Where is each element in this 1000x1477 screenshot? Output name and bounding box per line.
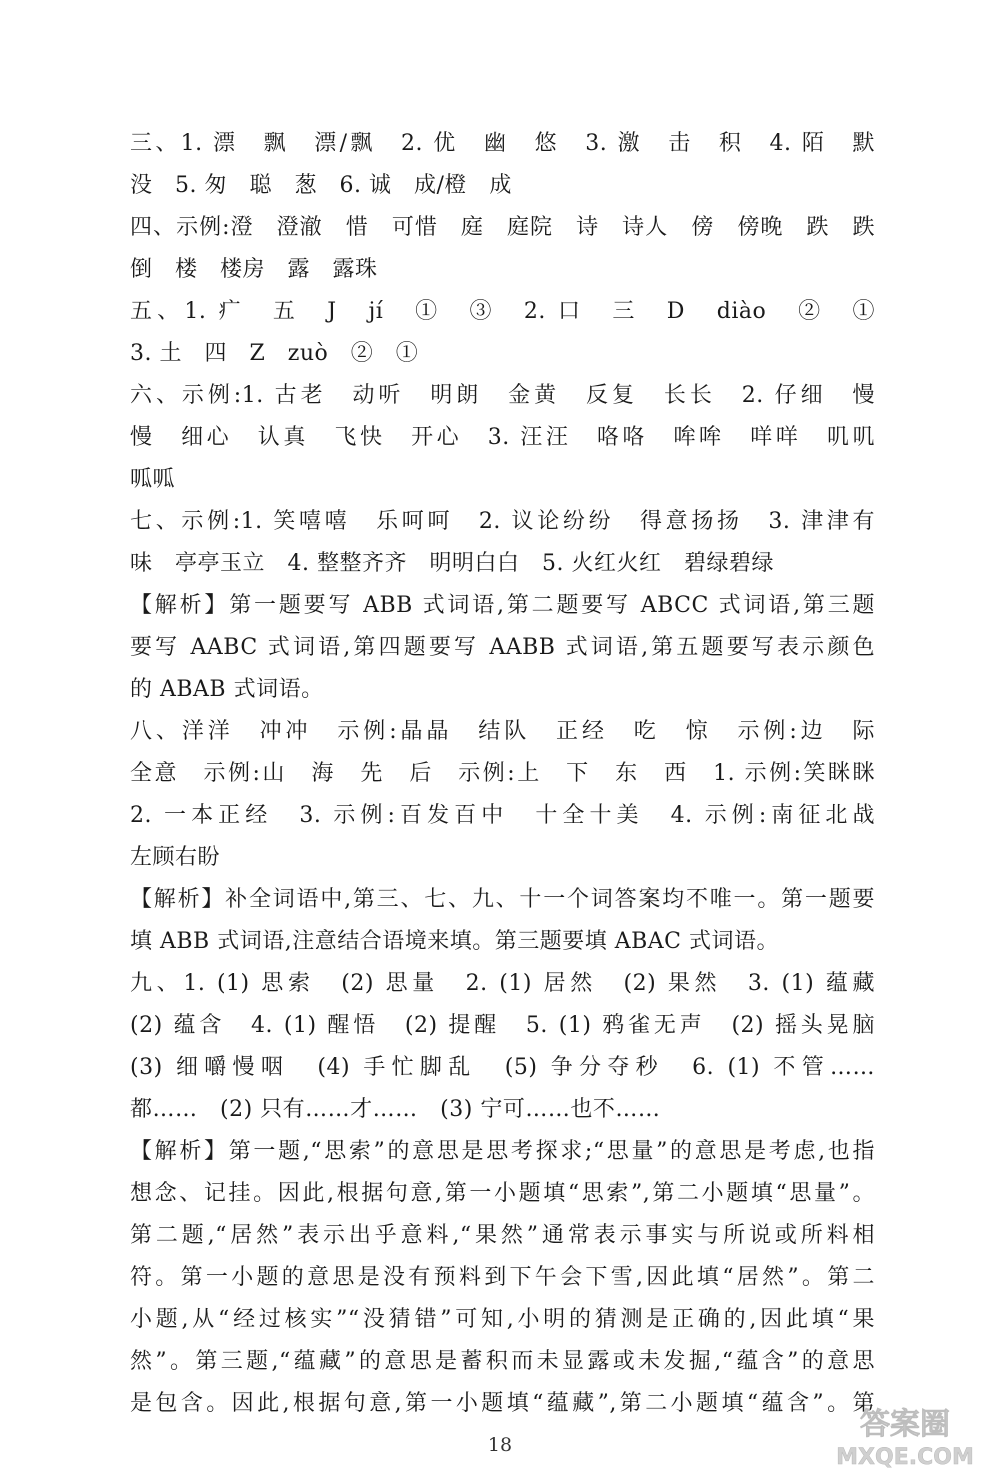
text-line: 没 5. 匆 聪 葱 6. 诚 成/橙 成 — [130, 173, 512, 198]
text-line: 然”。第三题,“蕴藏”的意思是蓄积而未显露或未发掘,“蕴含”的意思 — [130, 1349, 875, 1374]
watermark-top-text: 答案圈 — [860, 1407, 950, 1442]
text-line: 符。第一小题的意思是没有预料到下午会下雪,因此填“居然”。第二 — [130, 1265, 875, 1290]
text-line: 第二题,“居然”表示出乎意料,“果然”通常表示事实与所说或所料相 — [130, 1223, 875, 1248]
text-line: 想念、记挂。因此,根据句意,第一小题填“思索”,第二小题填“思量”。 — [130, 1181, 875, 1206]
text-line: 五、1. 疒 五 J jí ① ③ 2. 口 三 D diào ② ① — [130, 299, 875, 324]
text-line: 的 ABAB 式词语。 — [130, 677, 324, 702]
text-line: 【解析】第一题要写 ABB 式词语,第二题要写 ABCC 式词语,第三题 — [130, 593, 875, 618]
text-line: 九、1. (1) 思索 (2) 思量 2. (1) 居然 (2) 果然 3. (1) 蕴藏 — [130, 971, 875, 996]
watermark-logo — [820, 1400, 990, 1470]
text-line: 四、示例:澄 澄澈 惜 可惜 庭 庭院 诗 诗人 傍 傍晚 跌 跌 — [130, 215, 875, 240]
text-line: 慢 细心 认真 飞快 开心 3. 汪汪 咯咯 哞哞 咩咩 叽叽 — [130, 425, 875, 450]
text-line: 六、示例:1. 古老 动听 明朗 金黄 反复 长长 2. 仔细 慢 — [130, 383, 875, 408]
text-line: (3) 细嚼慢咽 (4) 手忙脚乱 (5) 争分夺秒 6. (1) 不管…… — [130, 1055, 875, 1080]
page-number: 18 — [487, 1434, 513, 1456]
text-line: 都…… (2) 只有……才…… (3) 宁可……也不…… — [130, 1097, 661, 1122]
text-line: 3. 土 四 Z zuò ② ① — [130, 341, 419, 366]
text-line: 味 亭亭玉立 4. 整整齐齐 明明白白 5. 火红火红 碧绿碧绿 — [130, 551, 774, 576]
text-line: 八、洋洋 冲冲 示例:晶晶 结队 正经 吃 惊 示例:边 际 — [130, 719, 875, 744]
text-line: 【解析】补全词语中,第三、七、九、十一个词答案均不唯一。第一题要 — [130, 887, 875, 912]
watermark-bottom-text: MXQE.COM — [836, 1445, 974, 1470]
text-line: 填 ABB 式词语,注意结合语境来填。第三题要填 ABAC 式词语。 — [130, 929, 779, 954]
text-line: 呱呱 — [130, 467, 176, 492]
text-line: 小题,从“经过核实”“没猜错”可知,小明的猜测是正确的,因此填“果 — [130, 1307, 875, 1332]
text-line: 左顾右盼 — [130, 845, 221, 870]
text-line: 是包含。因此,根据句意,第一小题填“蕴藏”,第二小题填“蕴含”。第 — [130, 1391, 875, 1416]
text-line: 【解析】第一题,“思索”的意思是思考探求;“思量”的意思是考虑,也指 — [130, 1139, 875, 1164]
text-line: 全意 示例:山 海 先 后 示例:上 下 东 西 1. 示例:笑眯眯 — [130, 761, 875, 786]
text-line: 2. 一本正经 3. 示例:百发百中 十全十美 4. 示例:南征北战 — [130, 803, 875, 828]
text-line: 要写 AABC 式词语,第四题要写 AABB 式词语,第五题要写表示颜色 — [130, 635, 875, 660]
text-line: (2) 蕴含 4. (1) 醒悟 (2) 提醒 5. (1) 鸦雀无声 (2) 摇头晃脑 — [130, 1013, 875, 1038]
text-line: 倒 楼 楼房 露 露珠 — [130, 257, 378, 282]
text-line: 三、1. 漂 飘 漂/飘 2. 优 幽 悠 3. 激 击 积 4. 陌 默 — [130, 131, 875, 156]
text-line: 七、示例:1. 笑嘻嘻 乐呵呵 2. 议论纷纷 得意扬扬 3. 津津有 — [130, 509, 875, 534]
